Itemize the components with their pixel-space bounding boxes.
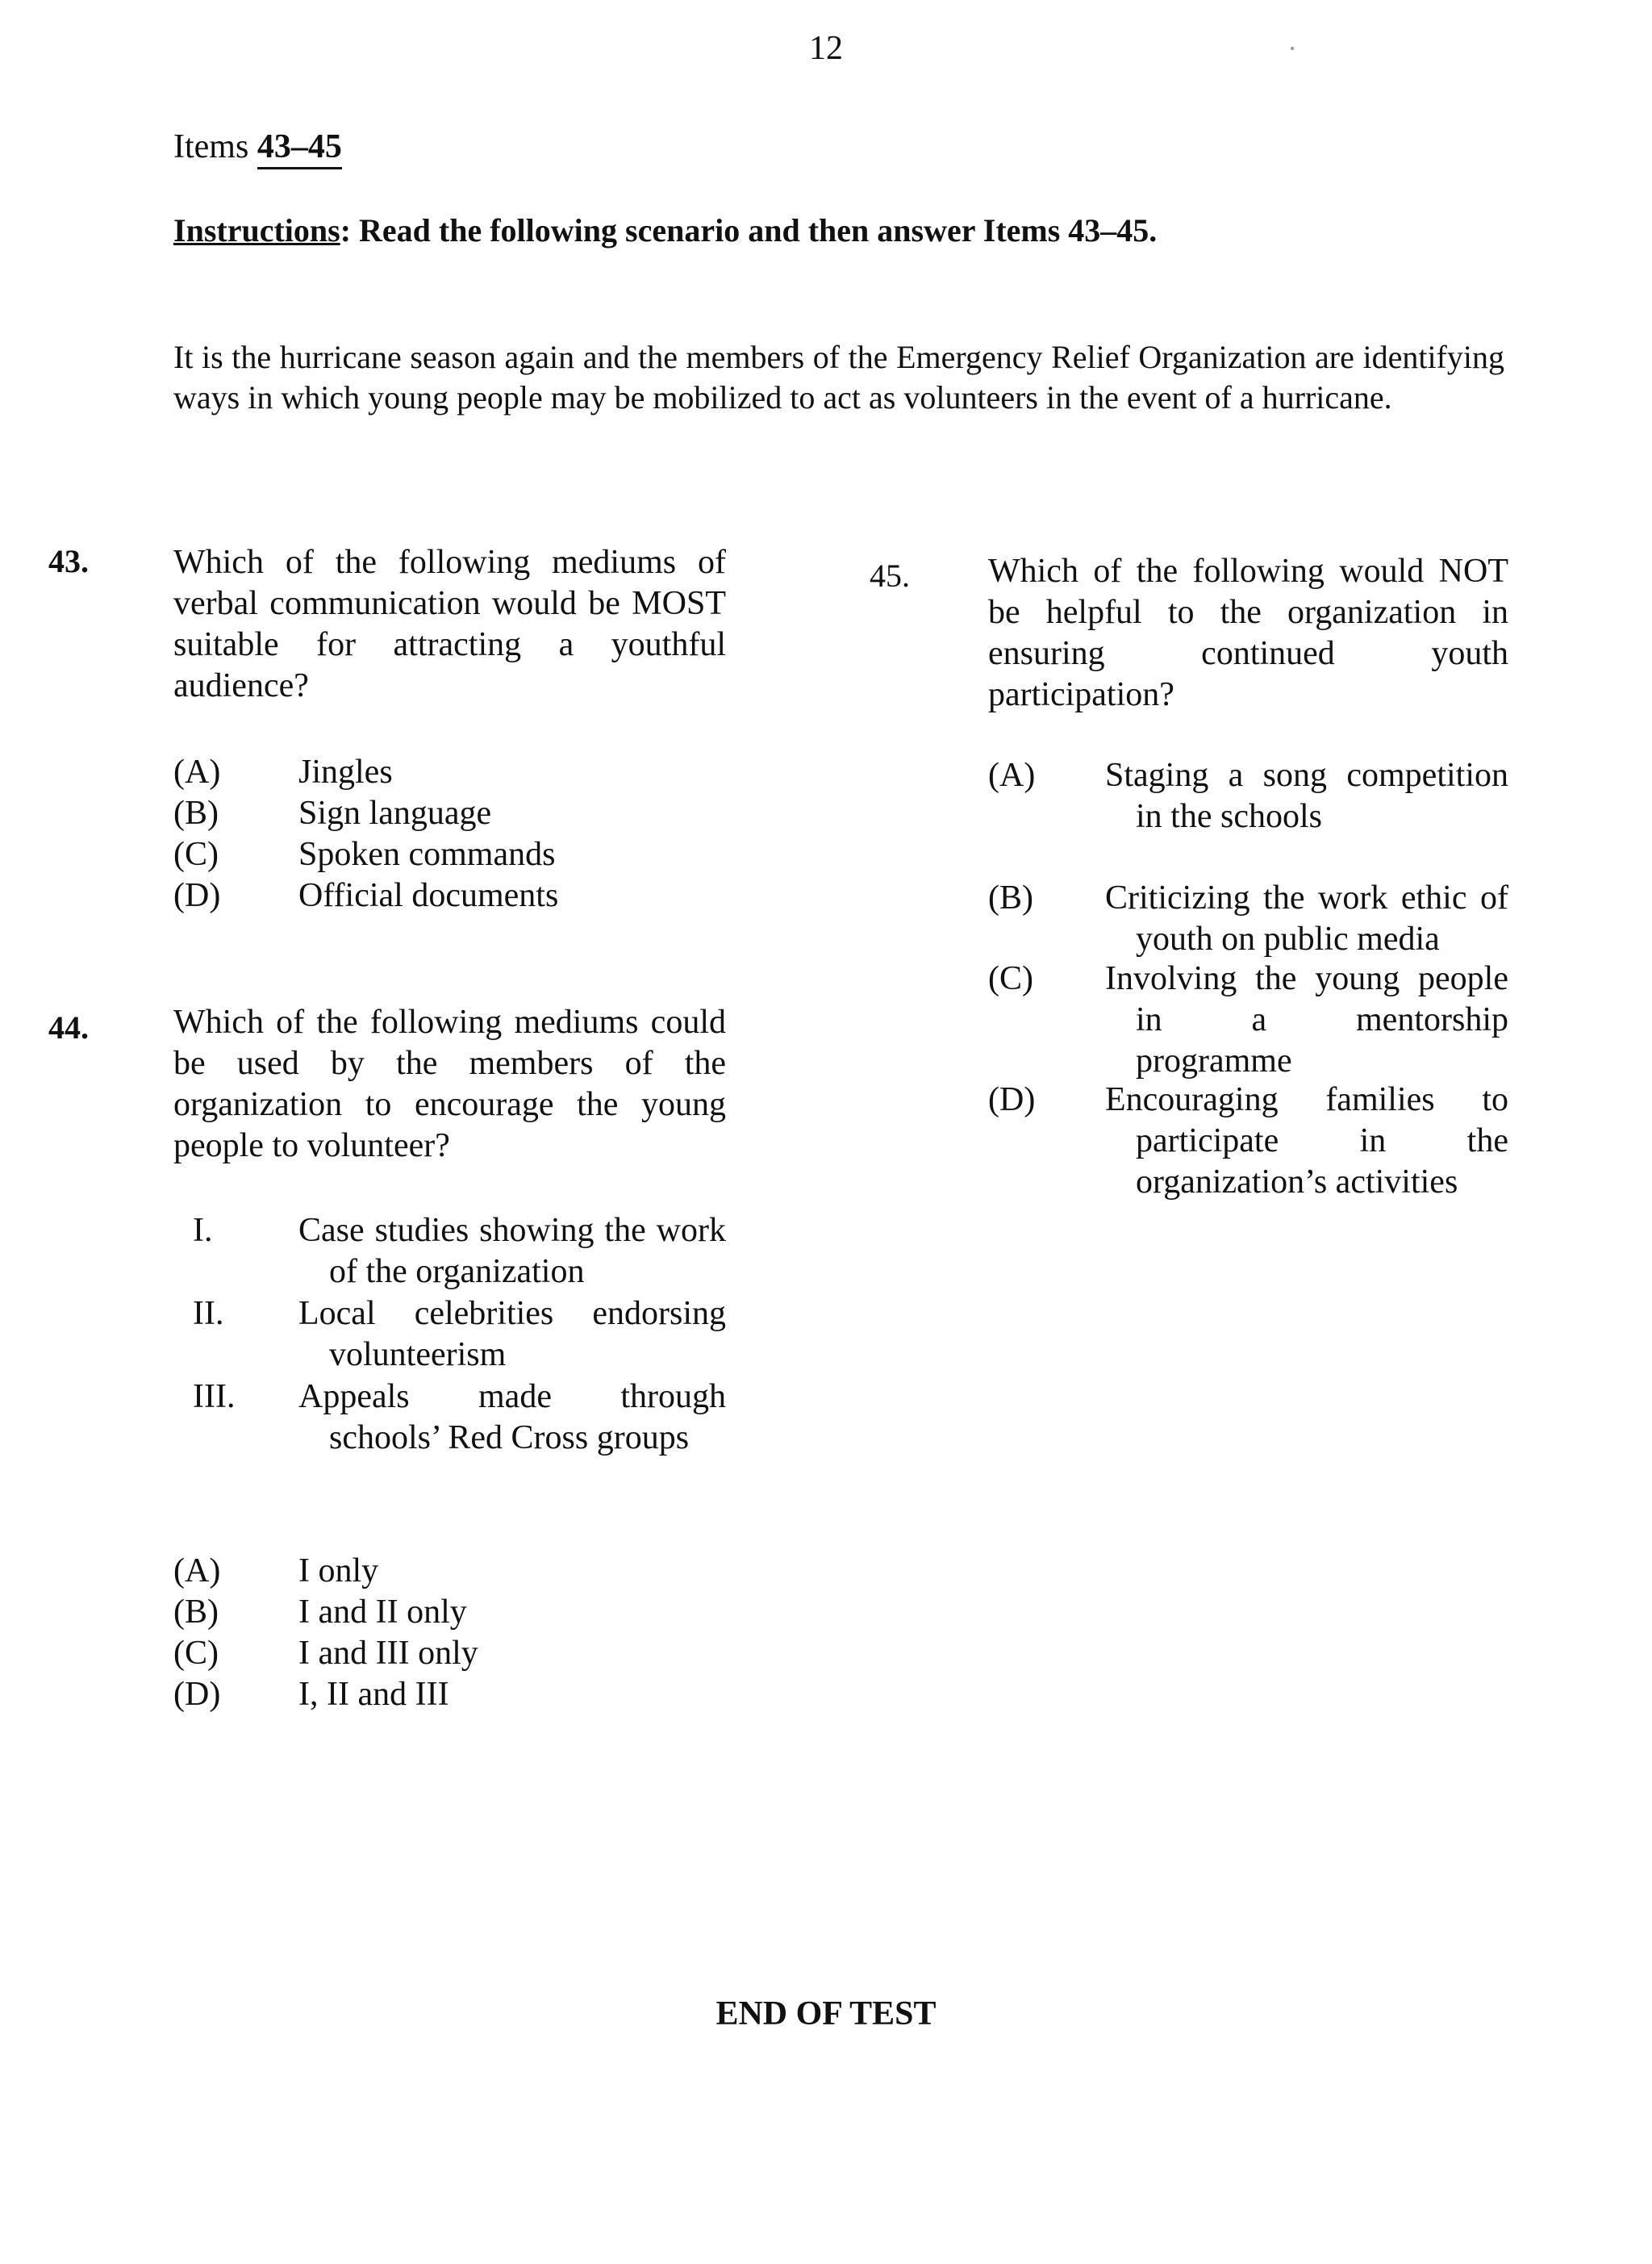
option-letter: (A) (173, 754, 221, 791)
option-letter: (A) (988, 757, 1036, 794)
statement-numeral: II. (193, 1295, 224, 1332)
scan-speck (1291, 47, 1294, 50)
q43-option-d (173, 875, 726, 917)
option-text: Criticizing the work ethic of youth on public media (1105, 879, 1508, 958)
q45-option-d (988, 1080, 1508, 1203)
q44-statement-3 (173, 1376, 726, 1459)
option-text: Staging a song competition in the schools (1105, 757, 1508, 835)
items-heading-range: 43–45 (257, 128, 342, 169)
statement-numeral: I. (193, 1212, 213, 1249)
option-text: Sign language (298, 795, 492, 832)
q45-option-a (988, 755, 1508, 838)
q44-option-c (173, 1633, 726, 1674)
q44-option-b (173, 1592, 726, 1633)
instructions (173, 211, 1157, 249)
option-letter: (C) (173, 1635, 219, 1672)
option-text: I and III only (298, 1635, 478, 1672)
statement-text: Case studies showing the work of the organization (298, 1212, 726, 1290)
option-letter: (C) (988, 960, 1033, 997)
q44-option-a (173, 1551, 726, 1592)
statement-text: Local celebrities endorsing volunteerism (298, 1295, 726, 1373)
option-text: I and II only (298, 1594, 467, 1631)
option-letter: (B) (173, 1594, 219, 1631)
option-text: Jingles (298, 754, 393, 791)
page-number: 12 (809, 30, 843, 67)
option-text: Official documents (298, 877, 559, 914)
option-letter: (B) (173, 795, 219, 832)
question-45-stem: Which of the following would NOT be helpful to the organization in ensuring continued youth participation? (988, 553, 1508, 713)
option-text: I only (298, 1552, 379, 1589)
q45-option-b (988, 878, 1508, 960)
q44-statement-1 (173, 1210, 726, 1293)
items-heading-prefix: Items (173, 128, 257, 165)
question-43-stem: Which of the following mediums of verbal communication would be MOST suitable for attracting a youthful audience? (173, 544, 726, 704)
option-letter: (D) (988, 1081, 1036, 1118)
scenario-paragraph: It is the hurricane season again and the members of the Emergency Relief Organization are identifying ways in which young people may be mobilized to act as volunteers in the event of a hurricane. (173, 339, 1504, 416)
q43-option-a (173, 752, 726, 793)
q43-option-c (173, 834, 726, 875)
option-letter: (B) (988, 879, 1033, 917)
option-text: Encouraging families to participate in the organization’s activities (1105, 1081, 1508, 1201)
question-45-number: 45. (870, 558, 910, 594)
question-44-stem: Which of the following mediums could be used by the members of the organization to encourage the young people to volunteer? (173, 1004, 726, 1164)
option-text: Spoken commands (298, 836, 556, 873)
q45-option-c (988, 959, 1508, 1082)
instructions-label: Instructions (173, 212, 340, 249)
option-letter: (D) (173, 877, 221, 914)
option-letter: (D) (173, 1676, 221, 1713)
end-of-test: END OF TEST (715, 1995, 937, 2032)
q44-statement-2 (173, 1293, 726, 1376)
option-text: I, II and III (298, 1676, 449, 1713)
question-44-number: 44. (48, 1009, 89, 1046)
q43-option-b (173, 793, 726, 834)
statement-numeral: III. (193, 1378, 236, 1415)
option-letter: (C) (173, 836, 219, 873)
statement-text: Appeals made through schools’ Red Cross groups (298, 1378, 726, 1456)
instructions-text: : Read the following scenario and then answer Items 43–45. (340, 212, 1158, 249)
option-letter: (A) (173, 1552, 221, 1589)
q44-option-d (173, 1674, 726, 1715)
question-43-number: 43. (48, 543, 89, 579)
option-text: Involving the young people in a mentorship programme (1105, 960, 1508, 1080)
items-heading (173, 127, 342, 166)
